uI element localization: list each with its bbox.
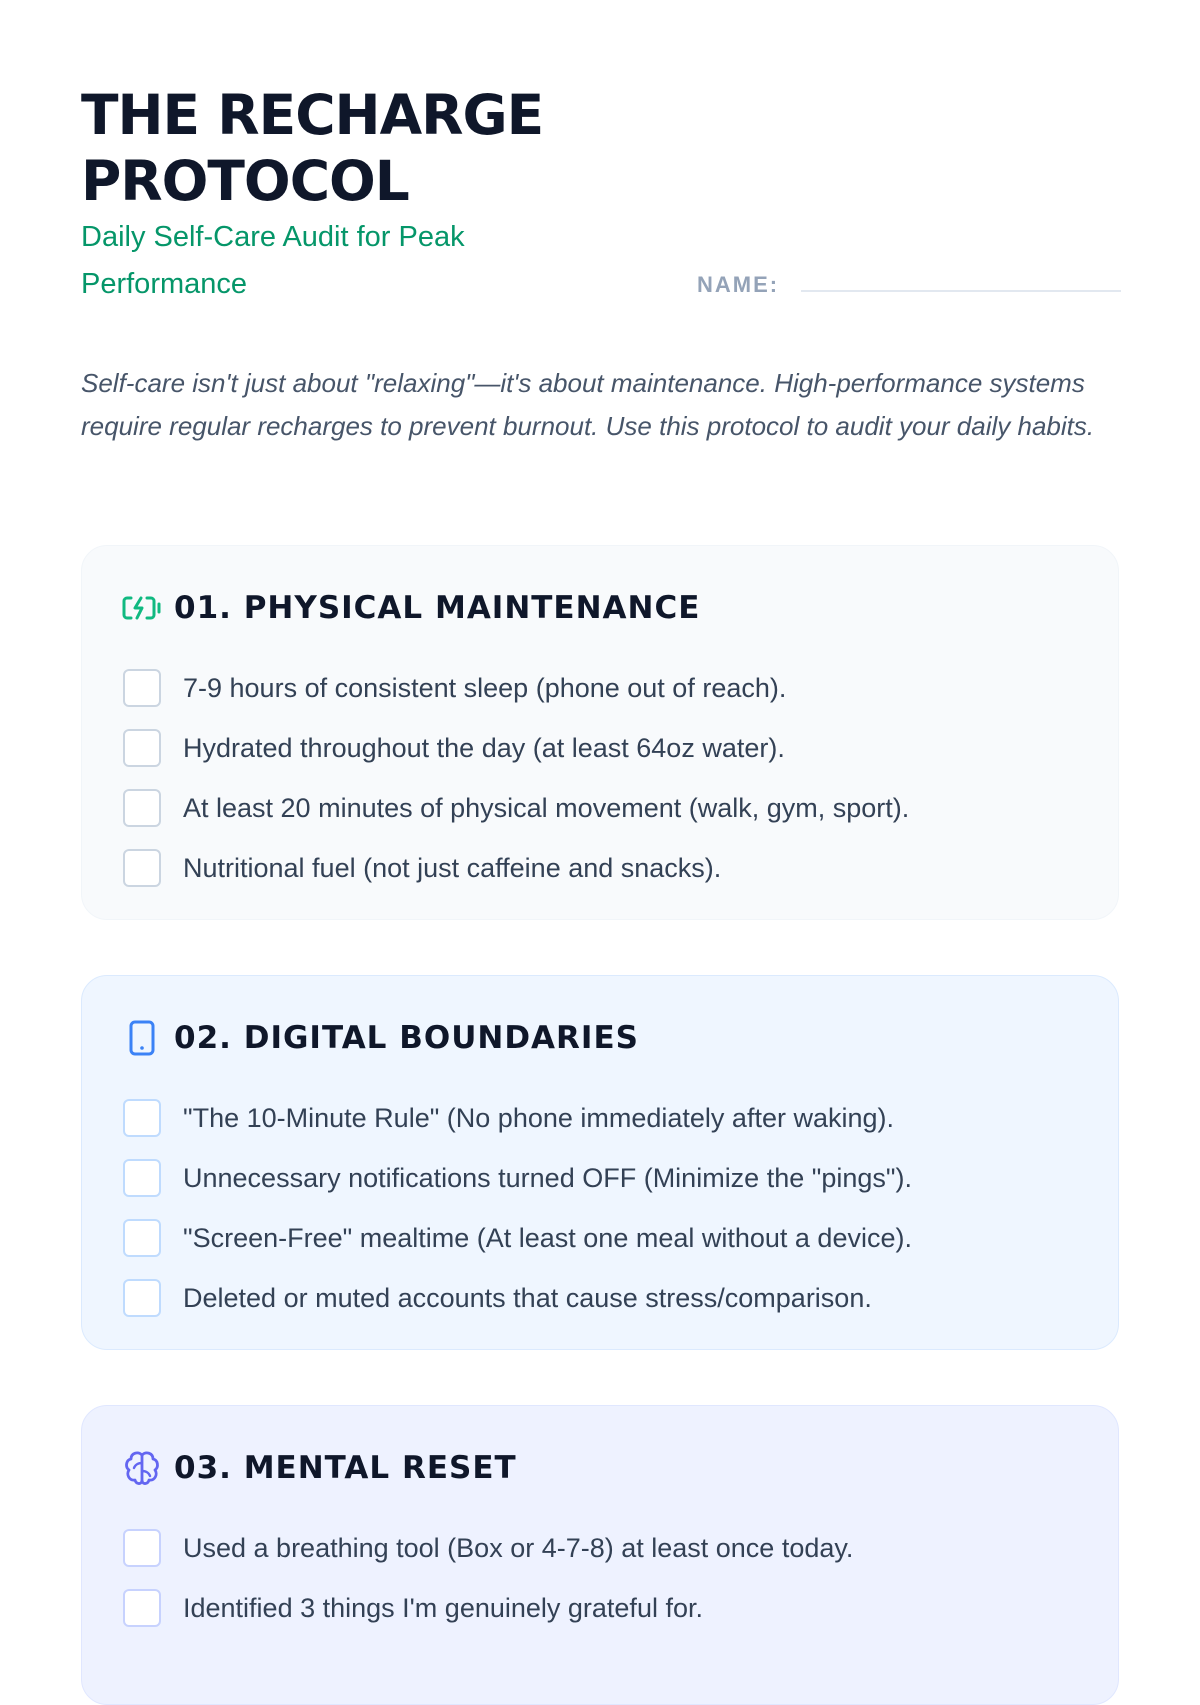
page-subtitle: Daily Self-Care Audit for Peak Performance (81, 221, 465, 300)
section-title: 01. PHYSICAL MAINTENANCE (174, 590, 701, 626)
checklist (123, 1518, 853, 1638)
checklist-item (123, 1148, 912, 1208)
checklist-item-text: "The 10-Minute Rule" (No phone immediately after waking). (183, 1102, 894, 1133)
checkbox[interactable] (123, 1159, 161, 1197)
checklist (123, 1088, 912, 1328)
checkbox[interactable] (123, 1589, 161, 1627)
worksheet-page (81, 0, 1121, 1623)
checklist-item-text: Nutritional fuel (not just caffeine and snacks). (183, 852, 722, 883)
checklist-item (123, 1268, 912, 1328)
page-title: THE RECHARGE PROTOCOL (81, 83, 544, 213)
checklist-item-text: Deleted or muted accounts that cause stress/comparison. (183, 1282, 872, 1313)
checklist-item-text: "Screen-Free" mealtime (At least one meal without a device). (183, 1222, 912, 1253)
checklist-item (123, 1088, 912, 1148)
brain-icon (122, 1448, 162, 1488)
battery-charging-icon (122, 588, 162, 628)
checklist-item (123, 1578, 853, 1638)
checklist-item-text: Used a breathing tool (Box or 4-7-8) at least once today. (183, 1532, 854, 1563)
name-field[interactable] (801, 290, 1121, 292)
checklist-item (123, 778, 909, 838)
section-header (122, 1018, 639, 1058)
checklist-item-text: 7-9 hours of consistent sleep (phone out of reach). (183, 672, 787, 703)
checkbox[interactable] (123, 1279, 161, 1317)
checklist (123, 658, 909, 898)
section-digital-boundaries (81, 975, 1119, 1350)
checklist-item (123, 658, 909, 718)
checkbox[interactable] (123, 1219, 161, 1257)
checklist-item (123, 838, 909, 898)
checklist-item-text: Hydrated throughout the day (at least 64oz water). (183, 732, 785, 763)
section-mental-reset (81, 1405, 1119, 1705)
section-header (122, 1448, 517, 1488)
section-title: 02. DIGITAL BOUNDARIES (174, 1020, 639, 1056)
checklist-item (123, 1208, 912, 1268)
checklist-item-text: At least 20 minutes of physical movement (walk, gym, sport). (183, 792, 910, 823)
smartphone-icon (122, 1018, 162, 1058)
checkbox[interactable] (123, 789, 161, 827)
name-label: NAME: (697, 272, 780, 297)
section-physical-maintenance (81, 545, 1119, 920)
checklist-item (123, 1518, 853, 1578)
checkbox[interactable] (123, 669, 161, 707)
checklist-item-text: Unnecessary notifications turned OFF (Minimize the "pings"). (183, 1162, 912, 1193)
checklist-item (123, 718, 909, 778)
checkbox[interactable] (123, 729, 161, 767)
section-title: 03. MENTAL RESET (174, 1450, 517, 1486)
checkbox[interactable] (123, 1529, 161, 1567)
checkbox[interactable] (123, 849, 161, 887)
intro-paragraph: Self-care isn't just about "relaxing"—it's about maintenance. High-performance systems require regular recharges to prevent burnout. Use this protocol to audit your daily habits. (81, 368, 1095, 441)
checklist-item-text: Identified 3 things I'm genuinely grateful for. (183, 1592, 703, 1623)
section-header (122, 588, 700, 628)
checkbox[interactable] (123, 1099, 161, 1137)
